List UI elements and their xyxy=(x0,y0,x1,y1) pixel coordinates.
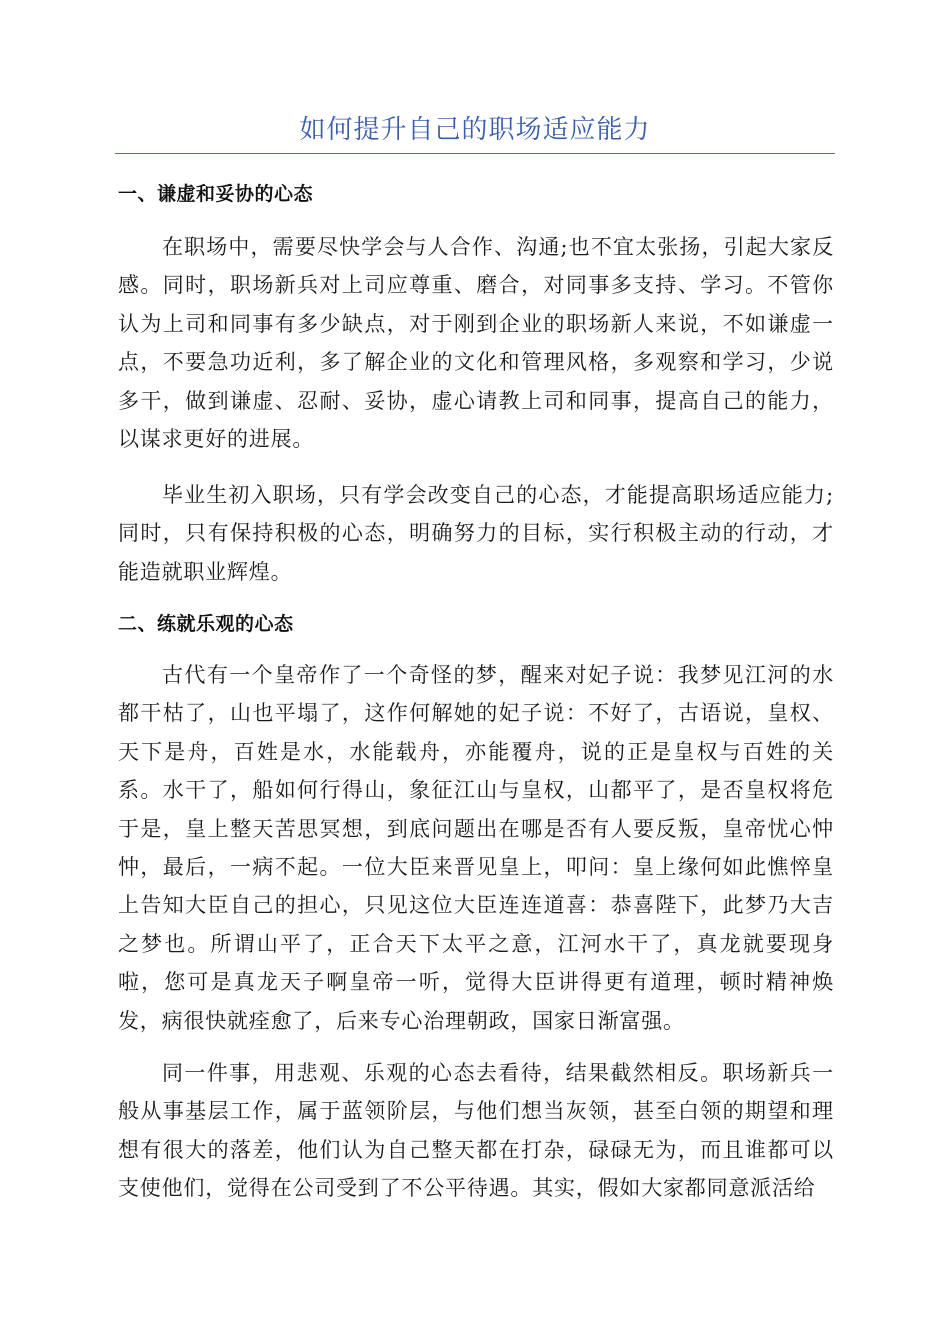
section-2-paragraph-2: 同一件事，用悲观、乐观的心态去看待，结果截然相反。职场新兵一般从事基层工作，属于蓝领阶层，与他们想当灰领，甚至白领的期望和理想有很大的落差，他们认为自己整天都在打杂，碌碌无为，而且谁都可以支使他们，觉得在公司受到了不公平待遇。其实，假如大家都同意派活给 xyxy=(118,1061,834,1201)
title-underline xyxy=(115,153,835,154)
section-heading-2: 二、练就乐观的心态 xyxy=(118,613,294,635)
section-1-paragraph-1: 在职场中，需要尽快学会与人合作、沟通;也不宜太张扬，引起大家反感。同时，职场新兵对上司应尊重、磨合，对同事多支持、学习。不管你认为上司和同事有多少缺点，对于刚到企业的职场新人来说，不如谦虚一点，不要急功近利，多了解企业的文化和管理风格，多观察和学习，少说多干，做到谦虚、忍耐、妥协，虚心请教上司和同事，提高自己的能力，以谋求更好的进展。 xyxy=(118,235,834,452)
section-2-paragraph-1: 古代有一个皇帝作了一个奇怪的梦，醒来对妃子说：我梦见江河的水都干枯了，山也平塌了，这作何解她的妃子说：不好了，古语说，皇权、天下是舟，百姓是水，水能载舟，亦能覆舟，说的正是皇权与百姓的关系。水干了，船如何行得山，象征江山与皇权，山都平了，是否皇权将危于是，皇上整天苦思冥想，到底问题出在哪是否有人要反叛，皇帝忧心忡忡，最后，一病不起。一位大臣来晋见皇上，叩问：皇上缘何如此憔悴皇上告知大臣自己的担心，只见这位大臣连连道喜：恭喜陛下，此梦乃大吉之梦也。所谓山平了，正合天下太平之意，江河水干了，真龙就要现身啦，您可是真龙天子啊皇帝一听，觉得大臣讲得更有道理，顿时精神焕发，病很快就痊愈了，后来专心治理朝政，国家日渐富强。 xyxy=(118,663,834,1033)
document-title: 如何提升自己的职场适应能力 xyxy=(299,115,651,145)
section-heading-1: 一、谦虚和妥协的心态 xyxy=(118,183,314,205)
section-1-paragraph-2: 毕业生初入职场，只有学会改变自己的心态，才能提高职场适应能力;同时，只有保持积极的心态，明确努力的目标，实行积极主动的行动，才能造就职业辉煌。 xyxy=(118,483,834,584)
